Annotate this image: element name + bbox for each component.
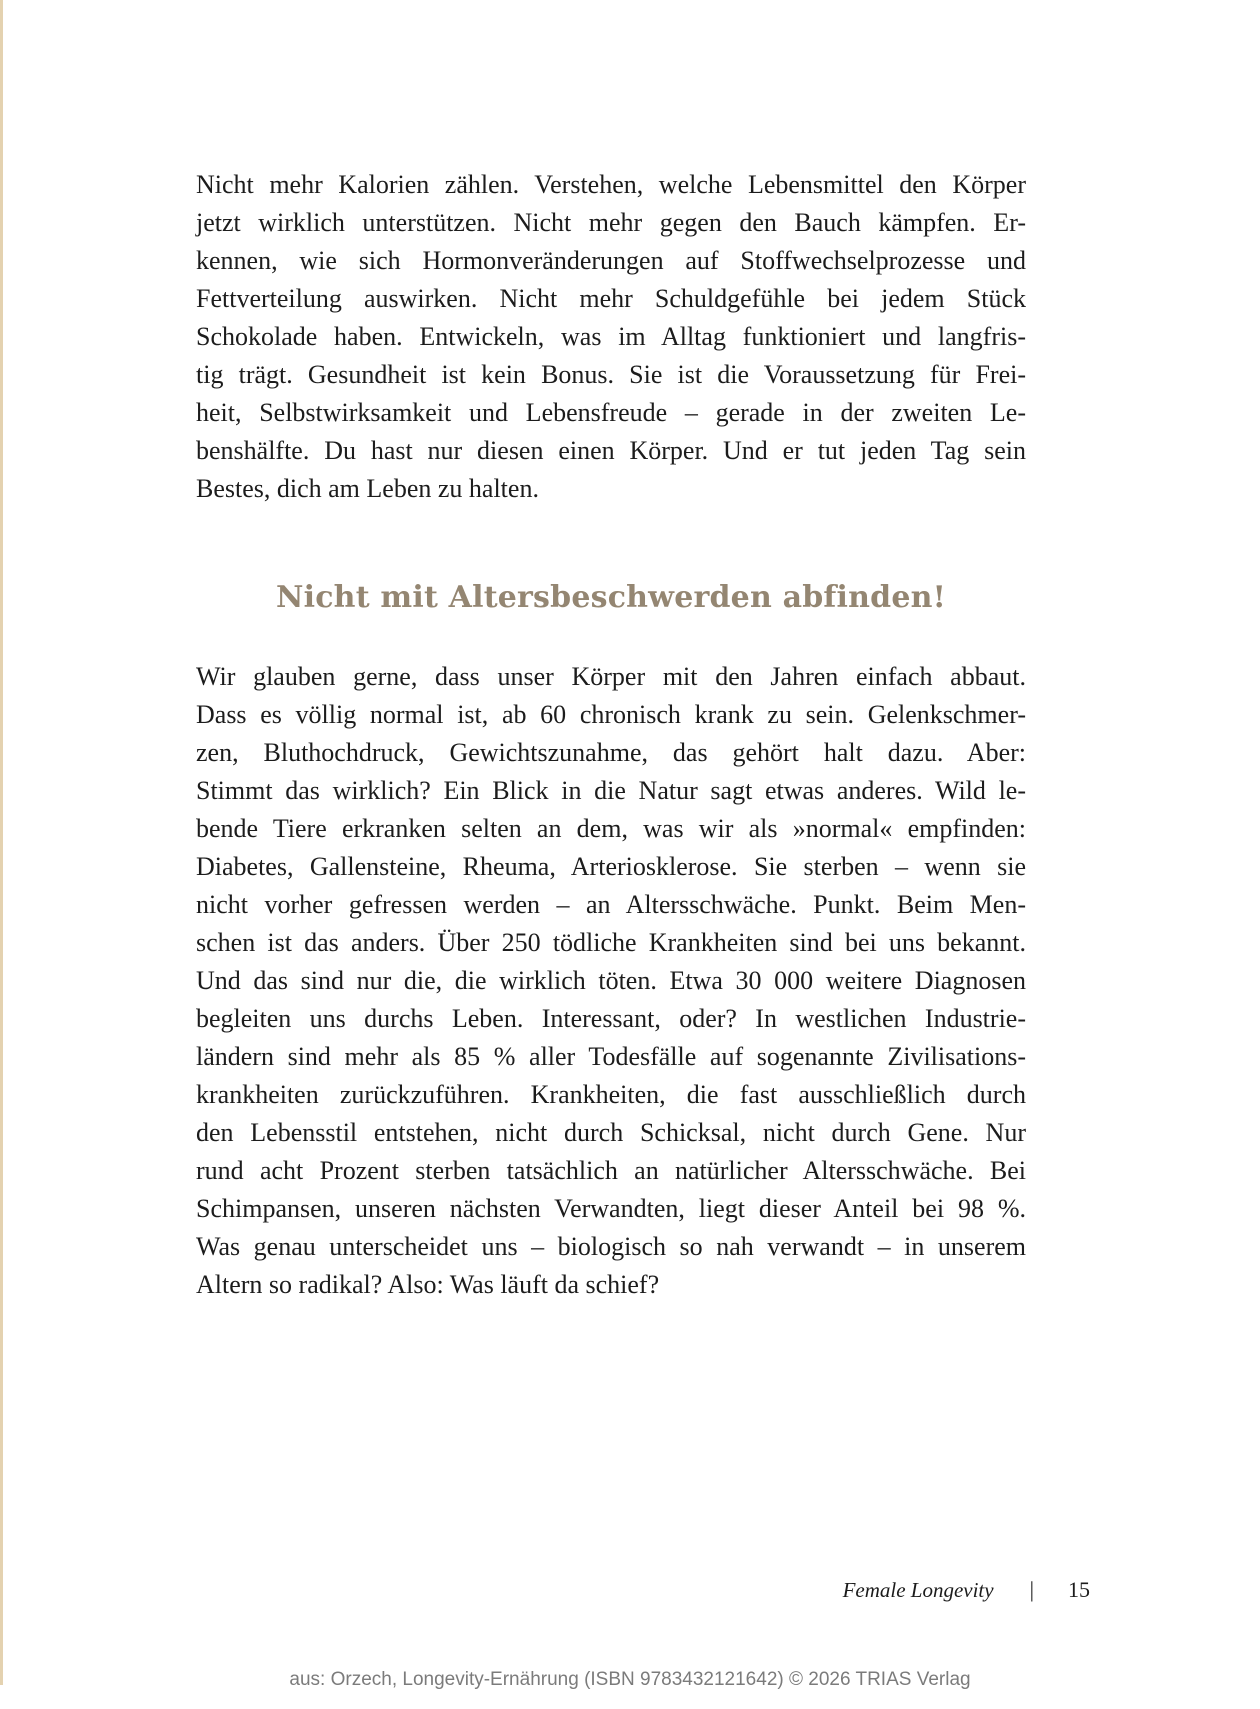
- page-edge-rule: [0, 0, 3, 1685]
- text-line: Nicht mehr Kalorien zählen. Verstehen, welche Lebensmittel den Körper: [196, 170, 1026, 199]
- text-line: Stimmt das wirklich? Ein Blick in die Natur sagt etwas anderes. Wild le-: [196, 776, 1026, 805]
- body-paragraph-1: [196, 166, 1026, 508]
- text-line: bende Tiere erkranken selten an dem, was wir als »normal« empfinden:: [196, 814, 1026, 843]
- running-footer: [843, 1575, 1090, 1605]
- source-note: aus: Orzech, Longevity-Ernährung (ISBN 9783432121642) © 2026 TRIAS Verlag: [289, 1669, 971, 1690]
- text-line: benshälfte. Du hast nur diesen einen Körper. Und er tut jeden Tag sein: [196, 436, 1026, 465]
- running-title: Female Longevity: [842, 1577, 994, 1602]
- text-line: Schokolade haben. Entwickeln, was im Alltag funktioniert und langfris-: [196, 322, 1026, 351]
- text-line: den Lebensstil entstehen, nicht durch Schicksal, nicht durch Gene. Nur: [196, 1118, 1026, 1147]
- text-line: ländern sind mehr als 85 % aller Todesfälle auf sogenannte Zivilisations-: [196, 1042, 1026, 1071]
- text-line: Was genau unterscheidet uns – biologisch so nah verwandt – in unserem: [196, 1232, 1026, 1261]
- text-line: Fettverteilung auswirken. Nicht mehr Schuldgefühle bei jedem Stück: [196, 284, 1026, 313]
- page-number: 15: [1068, 1577, 1090, 1602]
- text-line: Dass es völlig normal ist, ab 60 chronisch krank zu sein. Gelenkschmer-: [196, 700, 1026, 729]
- text-line: schen ist das anders. Über 250 tödliche Krankheiten sind bei uns bekannt.: [196, 928, 1026, 957]
- text-line: Schimpansen, unseren nächsten Verwandten, liegt dieser Anteil bei 98 %.: [196, 1194, 1026, 1223]
- text-line: tig trägt. Gesundheit ist kein Bonus. Sie ist die Voraussetzung für Frei-: [196, 360, 1026, 389]
- text-line: nicht vorher gefressen werden – an Altersschwäche. Punkt. Beim Men-: [196, 890, 1026, 919]
- text-line: rund acht Prozent sterben tatsächlich an natürlicher Altersschwäche. Bei: [196, 1156, 1026, 1185]
- body-paragraph-2: [196, 658, 1026, 1304]
- text-line: kennen, wie sich Hormonveränderungen auf Stoffwechselprozesse und: [196, 246, 1026, 275]
- text-line: Und das sind nur die, die wirklich töten. Etwa 30 000 weitere Diagnosen: [196, 966, 1026, 995]
- text-line: zen, Bluthochdruck, Gewichtszunahme, das gehört halt dazu. Aber:: [196, 738, 1026, 767]
- text-line: Bestes, dich am Leben zu halten.: [196, 474, 539, 503]
- text-line: heit, Selbstwirksamkeit und Lebensfreude – gerade in der zweiten Le-: [196, 398, 1026, 427]
- section-heading: Nicht mit Altersbeschwerden abfinden!: [276, 580, 946, 615]
- text-line: Altern so radikal? Also: Was läuft da schief?: [196, 1270, 660, 1299]
- text-line: begleiten uns durchs Leben. Interessant, oder? In westlichen Industrie-: [196, 1004, 1026, 1033]
- text-line: Wir glauben gerne, dass unser Körper mit den Jahren einfach abbaut.: [196, 662, 1026, 691]
- text-line: Diabetes, Gallensteine, Rheuma, Arteriosklerose. Sie sterben – wenn sie: [196, 852, 1026, 881]
- text-line: krankheiten zurückzuführen. Krankheiten, die fast ausschließlich durch: [196, 1080, 1026, 1109]
- footer-separator: |: [1029, 1577, 1034, 1602]
- text-line: jetzt wirklich unterstützen. Nicht mehr gegen den Bauch kämpfen. Er-: [196, 208, 1026, 237]
